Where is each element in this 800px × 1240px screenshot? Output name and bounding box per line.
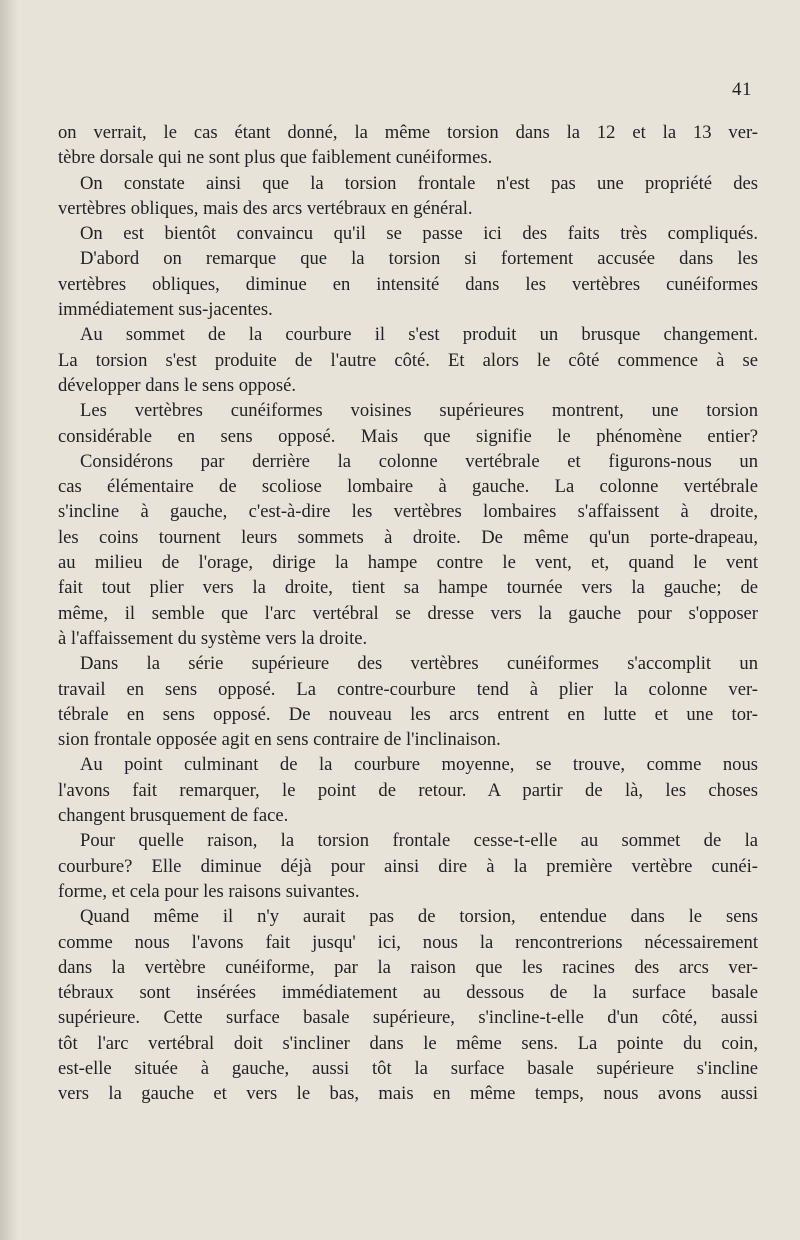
text-line: vers la gauche et vers le bas, mais en même temps, nous avons aussi [58, 1083, 758, 1105]
text-line: travail en sens opposé. La contre-courbure tend à plier la colonne ver- [58, 678, 758, 700]
text-line: les coins tournent leurs sommets à droite. De même qu'un porte-drapeau, [58, 526, 758, 548]
text-line: vertèbres obliques, diminue en intensité dans les vertèbres cunéiformes [58, 273, 758, 295]
text-line: fait tout plier vers la droite, tient sa hampe tournée vers la gauche; de [58, 577, 758, 599]
text-line: Pour quelle raison, la torsion frontale cesse-t-elle au sommet de la [80, 830, 758, 852]
text-line: D'abord on remarque que la torsion si fortement accusée dans les [80, 248, 758, 270]
text-line: On constate ainsi que la torsion frontale n'est pas une propriété des [80, 172, 758, 194]
text-line: Au sommet de la courbure il s'est produit un brusque changement. [80, 324, 758, 346]
text-line: Dans la série supérieure des vertèbres cunéiformes s'accomplit un [80, 653, 758, 675]
text-line: développer dans le sens opposé. [58, 374, 297, 396]
text-line: tôt l'arc vertébral doit s'incliner dans le même sens. La pointe du coin, [58, 1032, 758, 1054]
text-line: Quand même il n'y aurait pas de torsion, entendue dans le sens [80, 906, 758, 928]
text-line: immédiatement sus-jacentes. [58, 299, 273, 321]
text-line: on verrait, le cas étant donné, la même torsion dans la 12 et la 13 ver- [58, 122, 758, 143]
text-line: forme, et cela pour les raisons suivantes. [58, 880, 360, 902]
text-line: considérable en sens opposé. Mais que signifie le phénomène entier? [58, 425, 758, 447]
page-edge-shadow [0, 0, 18, 1240]
text-line: tébrale en sens opposé. De nouveau les arcs entrent en lutte et une tor- [58, 703, 758, 725]
text-line: s'incline à gauche, c'est-à-dire les vertèbres lombaires s'affaissent à droite, [58, 501, 758, 523]
text-line: Au point culminant de la courbure moyenne, se trouve, comme nous [80, 754, 758, 776]
text-line: au milieu de l'orage, dirige la hampe contre le vent, et, quand le vent [58, 552, 758, 574]
text-line: à l'affaissement du système vers la droite. [58, 627, 368, 649]
text-line: On est bientôt convaincu qu'il se passe ici des faits très compliqués. [80, 223, 758, 245]
text-line: Considérons par derrière la colonne vertébrale et figurons-nous un [80, 450, 758, 472]
text-line: vertèbres obliques, mais des arcs vertébraux en général. [58, 197, 473, 219]
text-line: l'avons fait remarquer, le point de retour. A partir de là, les choses [58, 779, 758, 801]
text-line: changent brusquement de face. [58, 805, 289, 827]
text-line: même, il semble que l'arc vertébral se dresse vers la gauche pour s'opposer [58, 602, 758, 624]
body-text [58, 120, 758, 1107]
text-line: sion frontale opposée agit en sens contraire de l'inclinaison. [58, 729, 501, 751]
text-line: est-elle située à gauche, aussi tôt la surface basale supérieure s'incline [58, 1057, 758, 1079]
text-line: supérieure. Cette surface basale supérieure, s'incline-t-elle d'un côté, aussi [58, 1007, 758, 1029]
text-line: tèbre dorsale qui ne sont plus que faiblement cunéiformes. [58, 147, 493, 169]
text-line: Les vertèbres cunéiformes voisines supérieures montrent, une torsion [80, 400, 758, 422]
text-line: tébraux sont insérées immédiatement au dessous de la surface basale [58, 982, 758, 1004]
page-number: 41 [732, 79, 752, 100]
text-line: La torsion s'est produite de l'autre côté. Et alors le côté commence à se [58, 349, 758, 371]
text-line: dans la vertèbre cunéiforme, par la raison que les racines des arcs ver- [58, 956, 758, 978]
text-line: cas élémentaire de scoliose lombaire à gauche. La colonne vertébrale [58, 476, 758, 498]
text-line: comme nous l'avons fait jusqu' ici, nous la rencontrerions nécessairement [58, 931, 758, 953]
text-line: courbure? Elle diminue déjà pour ainsi dire à la première vertèbre cunéi- [58, 855, 758, 877]
